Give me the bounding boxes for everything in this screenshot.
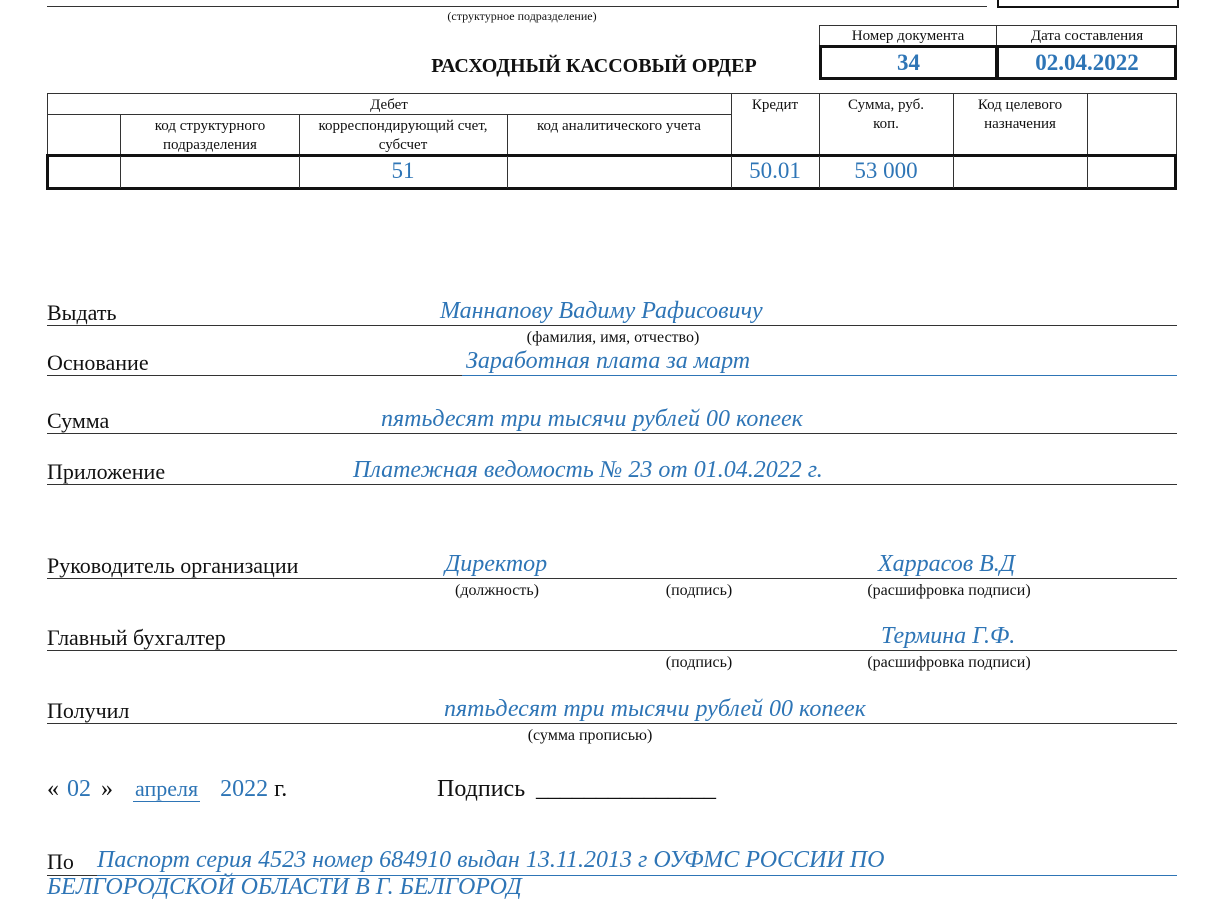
attachment-line bbox=[47, 484, 1177, 485]
year-suffix: г. bbox=[274, 776, 288, 802]
col-divider-3 bbox=[507, 114, 508, 155]
table-top-border bbox=[47, 93, 1177, 94]
basis-value: Заработная плата за март bbox=[466, 348, 751, 374]
col-divider-1 bbox=[120, 114, 121, 155]
row-divider-7 bbox=[1087, 156, 1088, 188]
table-data-row bbox=[46, 154, 1177, 190]
passport-line-2: БЕЛГОРОДСКОЙ ОБЛАСТИ В Г. БЕЛГОРОД bbox=[47, 874, 522, 900]
head-signature-hint: (подпись) bbox=[665, 582, 733, 599]
received-hint: (сумма прописью) bbox=[527, 727, 653, 744]
head-label: Руководитель организации bbox=[47, 553, 299, 578]
received-label: Получил bbox=[47, 698, 130, 723]
sign-blank-line: _______________ bbox=[536, 776, 716, 802]
doc-number-label: Номер документа bbox=[851, 28, 965, 44]
col-divider-6 bbox=[953, 93, 954, 155]
row-divider-1 bbox=[120, 156, 121, 188]
amount-label: Сумма bbox=[47, 408, 110, 433]
basis-line-black bbox=[47, 375, 462, 376]
received-value: пятьдесят три тысячи рублей 00 копеек bbox=[444, 696, 866, 722]
chief-accountant-label: Главный бухгалтер bbox=[47, 625, 226, 650]
top-right-box bbox=[997, 0, 1179, 8]
doc-date-value: 02.04.2022 bbox=[1035, 50, 1139, 75]
attachment-value: Платежная ведомость № 23 от 01.04.2022 г. bbox=[353, 457, 823, 483]
passport-label: По bbox=[47, 849, 74, 874]
chief-signature-hint: (подпись) bbox=[665, 654, 733, 671]
attachment-label: Приложение bbox=[47, 459, 166, 484]
sum-value: 53 000 bbox=[854, 158, 918, 183]
dept-caption: (структурное подразделение) bbox=[447, 9, 597, 23]
head-name-value: Харрасов В.Д bbox=[878, 551, 1016, 577]
corr-account-header: корреспондирующий счет, субсчет bbox=[318, 118, 488, 153]
issue-label: Выдать bbox=[47, 300, 117, 325]
analytic-code-header: код аналитического учета bbox=[537, 118, 701, 134]
received-line bbox=[47, 723, 1177, 724]
row-divider-6 bbox=[953, 156, 954, 188]
top-dept-line bbox=[47, 6, 987, 7]
document-title: РАСХОДНЫЙ КАССОВЫЙ ОРДЕР bbox=[431, 55, 757, 77]
open-quote: « bbox=[47, 776, 59, 802]
day-value: 02 bbox=[67, 776, 91, 802]
issue-value: Маннапову Вадиму Рафисовичу bbox=[440, 298, 763, 324]
head-line bbox=[47, 578, 1177, 579]
row-divider-3 bbox=[507, 156, 508, 188]
struct-code-header: код структурного подразделения bbox=[154, 118, 266, 153]
basis-line-blue bbox=[462, 375, 1177, 376]
amount-value: пятьдесят три тысячи рублей 00 копеек bbox=[381, 406, 803, 432]
issue-line bbox=[47, 325, 1177, 326]
col-divider-7 bbox=[1087, 93, 1088, 155]
sign-label: Подпись bbox=[437, 776, 526, 802]
head-position-value: Директор bbox=[445, 551, 548, 577]
month-value: апреля bbox=[135, 776, 199, 801]
position-hint: (должность) bbox=[455, 582, 539, 599]
chief-name-value: Термина Г.Ф. bbox=[881, 623, 1016, 649]
credit-value: 50.01 bbox=[749, 158, 801, 183]
col-divider-2 bbox=[299, 114, 300, 155]
passport-line-1: Паспорт серия 4523 номер 684910 выдан 13.11.2013 г ОУФМС РОССИИ ПО bbox=[97, 847, 885, 873]
chief-decode-hint: (расшифровка подписи) bbox=[867, 654, 1031, 671]
corr-account-value: 51 bbox=[391, 158, 415, 183]
doc-number-value: 34 bbox=[897, 50, 920, 75]
debit-header: Дебет bbox=[370, 97, 408, 113]
col-divider-5 bbox=[819, 93, 820, 155]
date-line bbox=[47, 776, 287, 803]
doc-date-label: Дата составления bbox=[1030, 28, 1144, 44]
close-quote: » bbox=[101, 776, 113, 802]
table-right-border bbox=[1176, 93, 1177, 155]
basis-label: Основание bbox=[47, 350, 149, 375]
amount-line bbox=[47, 433, 1177, 434]
purpose-code-header: Код целевого назначения bbox=[977, 97, 1063, 132]
sum-header: Сумма, руб. коп. bbox=[848, 97, 924, 132]
head-decode-hint: (расшифровка подписи) bbox=[867, 582, 1031, 599]
issue-hint: (фамилия, имя, отчество) bbox=[526, 329, 700, 346]
chief-line bbox=[47, 650, 1177, 651]
credit-header: Кредит bbox=[751, 97, 799, 113]
year-value: 2022 bbox=[220, 776, 269, 802]
